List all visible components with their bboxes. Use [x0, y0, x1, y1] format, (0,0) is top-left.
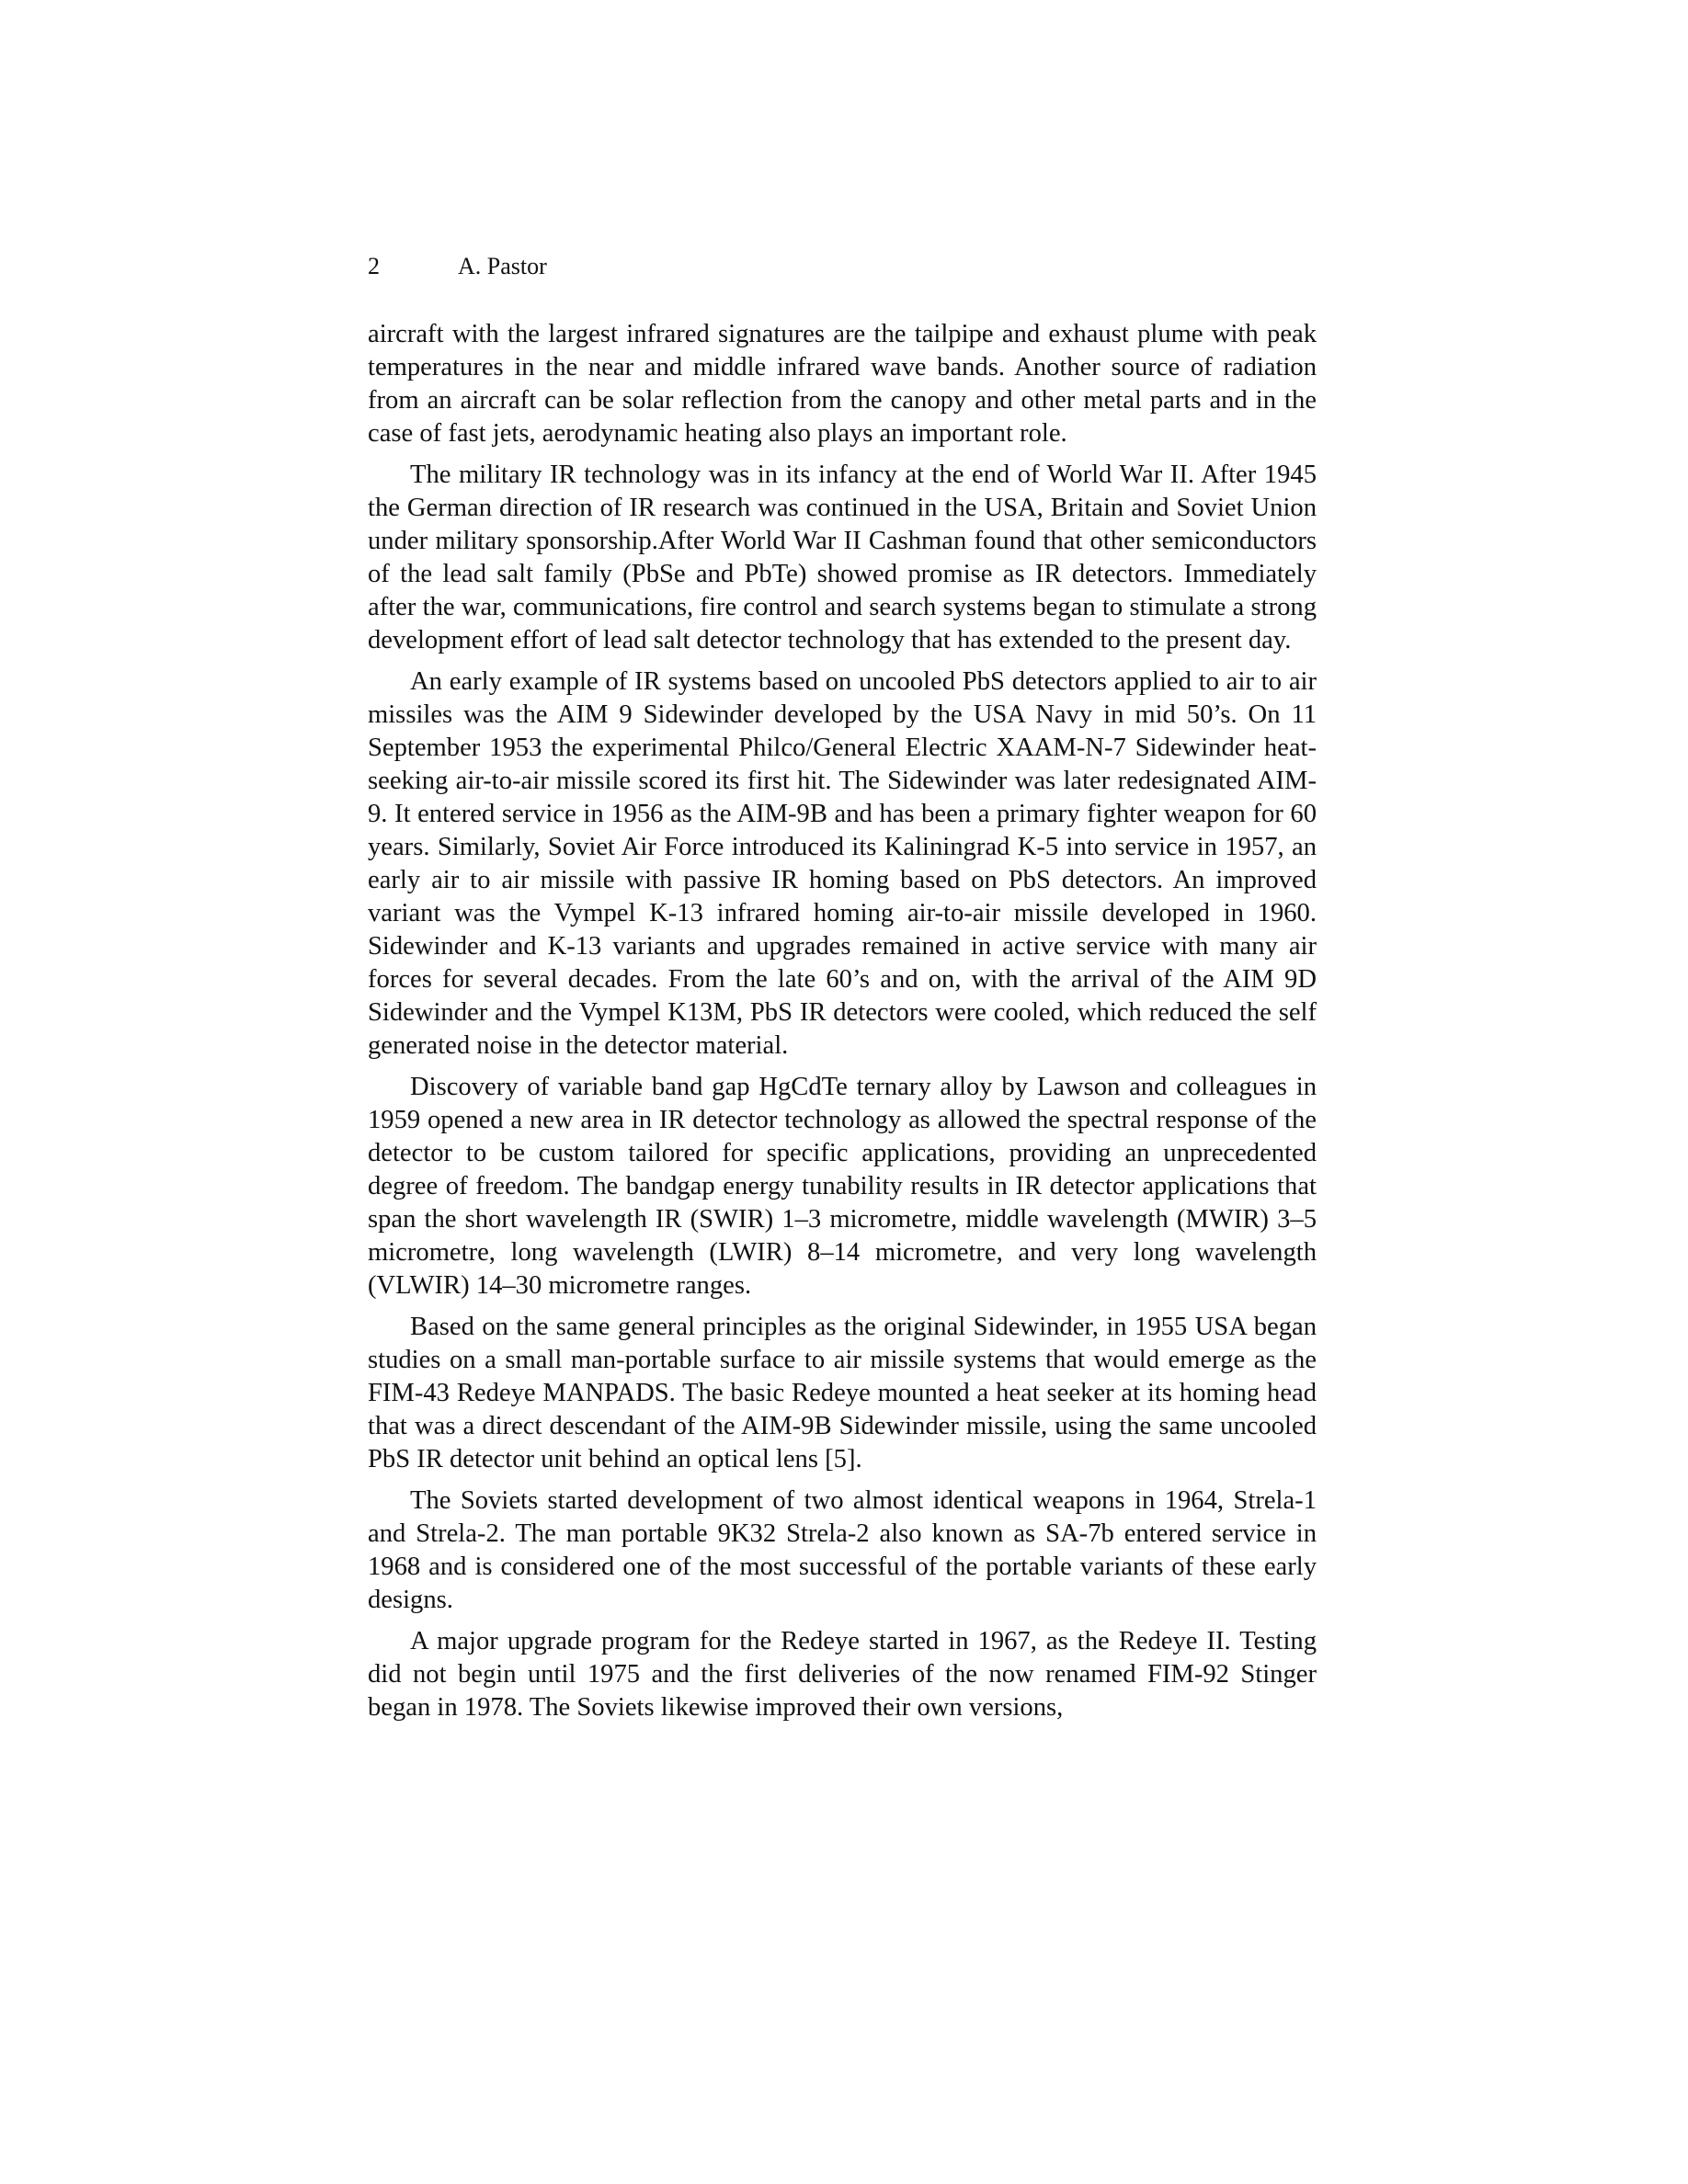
running-head — [368, 248, 1317, 285]
paragraph-strela: The Soviets started development of two almost identical weapons in 1964, Strela-1 and Strela-2. The man portable 9K32 Strela-2 also known as SA-7b entered service in 1968 and is considered one of the most successful of the portable variants of these early designs. — [368, 1486, 1317, 1614]
running-head-author: A. Pastor — [458, 253, 547, 279]
paragraph-hgcdte-discovery: Discovery of variable band gap HgCdTe ternary alloy by Lawson and colleagues in 1959 opened a new area in IR detector technology as allowed the spectral response of the detector to be custom tailored for specific applications, providing an unprecedented degree of freedom. The bandgap energy tunability results in IR detector applications that span the short wavelength IR (SWIR) 1–3 micrometre, middle wavelength (MWIR) 3–5 micrometre, long wavelength (LWIR) 8–14 micrometre, and very long wavelength (VLWIR) 14–30 micrometre ranges. — [368, 1073, 1317, 1300]
page-number: 2 — [368, 253, 380, 279]
body-text — [368, 318, 1317, 1724]
page — [368, 248, 1317, 1733]
paragraph-continued: aircraft with the largest infrared signatures are the tailpipe and exhaust plume with peak temperatures in the near and middle infrared wave bands. Another source of radiation from an aircraft can be solar reflection from the canopy and other metal parts and in the case of fast jets, aerodynamic heating also plays an important role. — [368, 320, 1317, 448]
paragraph-stinger-upgrade: A major upgrade program for the Redeye started in 1967, as the Redeye II. Testing did not begin until 1975 and the first deliveries of the now renamed FIM-92 Stinger began in 1978. The Soviets likewise improved their own versions, — [368, 1627, 1317, 1722]
paragraph-sidewinder-history: An early example of IR systems based on uncooled PbS detectors applied to air to air missiles was the AIM 9 Sidewinder developed by the USA Navy in mid 50’s. On 11 September 1953 the experimental Philco/General Electric XAAM-N-7 Sidewinder heat-seeking air-to-air missile scored its first hit. The Sidewinder was later redesignated AIM-9. It entered service in 1956 as the AIM-9B and has been a primary fighter weapon for 60 years. Similarly, Soviet Air Force introduced its Kaliningrad K-5 into service in 1957, an early air to air missile with passive IR homing based on PbS detectors. An improved variant was the Vympel K-13 infrared homing air-to-air missile developed in 1960. Sidewinder and K-13 variants and upgrades remained in active service with many air forces for several decades. From the late 60’s and on, with the arrival of the AIM 9D Sidewinder and the Vympel K13M, PbS IR detectors were cooled, which reduced the self generated noise in the detector material. — [368, 667, 1317, 1060]
paragraph-military-ir-technology: The military IR technology was in its infancy at the end of World War II. After 1945 the German direction of IR research was continued in the USA, Britain and Soviet Union under military sponsorship.After World War II Cashman found that other semiconductors of the lead salt family (PbSe and PbTe) showed promise as IR detectors. Immediately after the war, communications, fire control and search systems began to stimulate a strong development effort of lead salt detector technology that has extended to the present day. — [368, 461, 1317, 654]
paragraph-redeye-manpads: Based on the same general principles as the original Sidewinder, in 1955 USA began studies on a small man-portable surface to air missile systems that would emerge as the FIM-43 Redeye MANPADS. The basic Redeye mounted a heat seeker at its homing head that was a direct descendant of the AIM-9B Sidewinder missile, using the same uncooled PbS IR detector unit behind an optical lens [5]. — [368, 1313, 1317, 1473]
